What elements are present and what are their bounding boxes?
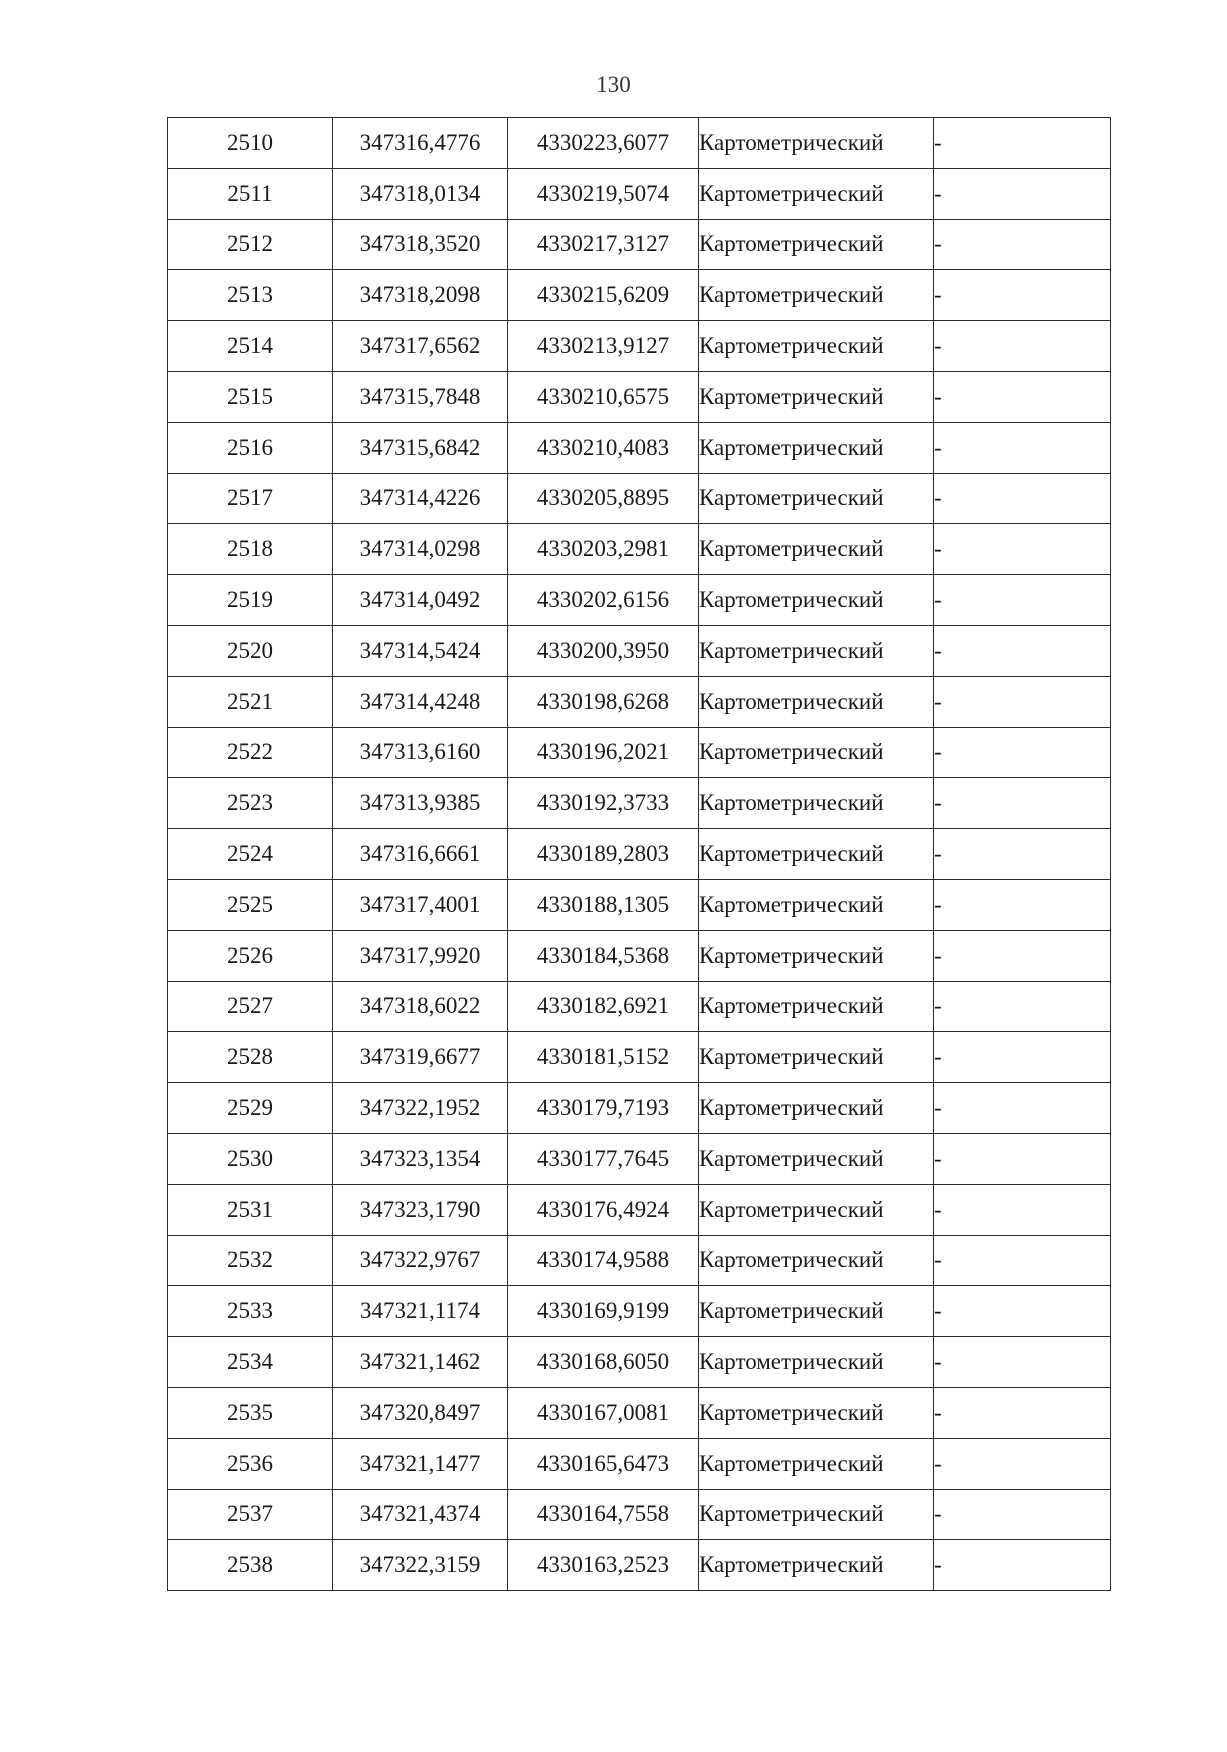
method-cell: Картометрический	[699, 1337, 934, 1388]
x-coordinate-cell: 347313,9385	[333, 778, 508, 829]
table-row	[168, 1184, 1111, 1235]
note-cell: -	[934, 1083, 1111, 1134]
point-number-cell: 2535	[168, 1387, 333, 1438]
table-row	[168, 371, 1111, 422]
x-coordinate-cell: 347321,4374	[333, 1489, 508, 1540]
point-number-cell: 2526	[168, 930, 333, 981]
note-cell: -	[934, 1489, 1111, 1540]
method-cell: Картометрический	[699, 625, 934, 676]
method-cell: Картометрический	[699, 321, 934, 372]
table-row	[168, 1083, 1111, 1134]
x-coordinate-cell: 347317,4001	[333, 879, 508, 930]
method-cell: Картометрический	[699, 1540, 934, 1591]
x-coordinate-cell: 347318,2098	[333, 270, 508, 321]
table-row	[168, 321, 1111, 372]
y-coordinate-cell: 4330169,9199	[508, 1286, 699, 1337]
y-coordinate-cell: 4330200,3950	[508, 625, 699, 676]
y-coordinate-cell: 4330164,7558	[508, 1489, 699, 1540]
x-coordinate-cell: 347314,5424	[333, 625, 508, 676]
point-number-cell: 2517	[168, 473, 333, 524]
point-number-cell: 2527	[168, 981, 333, 1032]
y-coordinate-cell: 4330213,9127	[508, 321, 699, 372]
y-coordinate-cell: 4330184,5368	[508, 930, 699, 981]
point-number-cell: 2515	[168, 371, 333, 422]
note-cell: -	[934, 930, 1111, 981]
y-coordinate-cell: 4330165,6473	[508, 1438, 699, 1489]
x-coordinate-cell: 347314,4226	[333, 473, 508, 524]
x-coordinate-cell: 347322,9767	[333, 1235, 508, 1286]
table-row	[168, 473, 1111, 524]
point-number-cell: 2531	[168, 1184, 333, 1235]
method-cell: Картометрический	[699, 219, 934, 270]
x-coordinate-cell: 347314,0492	[333, 575, 508, 626]
x-coordinate-cell: 347319,6677	[333, 1032, 508, 1083]
x-coordinate-cell: 347315,6842	[333, 422, 508, 473]
y-coordinate-cell: 4330181,5152	[508, 1032, 699, 1083]
y-coordinate-cell: 4330179,7193	[508, 1083, 699, 1134]
note-cell: -	[934, 625, 1111, 676]
point-number-cell: 2533	[168, 1286, 333, 1337]
table-row	[168, 1235, 1111, 1286]
point-number-cell: 2536	[168, 1438, 333, 1489]
x-coordinate-cell: 347313,6160	[333, 727, 508, 778]
x-coordinate-cell: 347318,0134	[333, 168, 508, 219]
table-row	[168, 118, 1111, 169]
table-row	[168, 829, 1111, 880]
y-coordinate-cell: 4330174,9588	[508, 1235, 699, 1286]
method-cell: Картометрический	[699, 1489, 934, 1540]
x-coordinate-cell: 347318,3520	[333, 219, 508, 270]
table-row	[168, 168, 1111, 219]
y-coordinate-cell: 4330188,1305	[508, 879, 699, 930]
x-coordinate-cell: 347314,4248	[333, 676, 508, 727]
note-cell: -	[934, 371, 1111, 422]
y-coordinate-cell: 4330198,6268	[508, 676, 699, 727]
point-number-cell: 2530	[168, 1133, 333, 1184]
y-coordinate-cell: 4330168,6050	[508, 1337, 699, 1388]
x-coordinate-cell: 347323,1354	[333, 1133, 508, 1184]
table-row	[168, 676, 1111, 727]
method-cell: Картометрический	[699, 1133, 934, 1184]
y-coordinate-cell: 4330210,4083	[508, 422, 699, 473]
point-number-cell: 2532	[168, 1235, 333, 1286]
x-coordinate-cell: 347315,7848	[333, 371, 508, 422]
y-coordinate-cell: 4330223,6077	[508, 118, 699, 169]
x-coordinate-cell: 347321,1174	[333, 1286, 508, 1337]
page-number: 130	[596, 72, 631, 97]
table-row	[168, 1489, 1111, 1540]
note-cell: -	[934, 270, 1111, 321]
table-row	[168, 1387, 1111, 1438]
method-cell: Картометрический	[699, 270, 934, 321]
y-coordinate-cell: 4330196,2021	[508, 727, 699, 778]
note-cell: -	[934, 778, 1111, 829]
method-cell: Картометрический	[699, 676, 934, 727]
method-cell: Картометрический	[699, 118, 934, 169]
y-coordinate-cell: 4330215,6209	[508, 270, 699, 321]
point-number-cell: 2521	[168, 676, 333, 727]
table-row	[168, 1032, 1111, 1083]
method-cell: Картометрический	[699, 1184, 934, 1235]
method-cell: Картометрический	[699, 829, 934, 880]
note-cell: -	[934, 524, 1111, 575]
note-cell: -	[934, 1438, 1111, 1489]
method-cell: Картометрический	[699, 1235, 934, 1286]
point-number-cell: 2518	[168, 524, 333, 575]
x-coordinate-cell: 347323,1790	[333, 1184, 508, 1235]
table-row	[168, 422, 1111, 473]
table-row	[168, 270, 1111, 321]
table-row	[168, 1133, 1111, 1184]
note-cell: -	[934, 727, 1111, 778]
note-cell: -	[934, 1337, 1111, 1388]
table-row	[168, 930, 1111, 981]
note-cell: -	[934, 321, 1111, 372]
note-cell: -	[934, 1032, 1111, 1083]
y-coordinate-cell: 4330219,5074	[508, 168, 699, 219]
coordinates-table-body	[168, 118, 1111, 1591]
y-coordinate-cell: 4330203,2981	[508, 524, 699, 575]
x-coordinate-cell: 347321,1477	[333, 1438, 508, 1489]
method-cell: Картометрический	[699, 930, 934, 981]
method-cell: Картометрический	[699, 879, 934, 930]
table-row	[168, 981, 1111, 1032]
note-cell: -	[934, 676, 1111, 727]
x-coordinate-cell: 347322,3159	[333, 1540, 508, 1591]
method-cell: Картометрический	[699, 778, 934, 829]
note-cell: -	[934, 1286, 1111, 1337]
table-row	[168, 1286, 1111, 1337]
method-cell: Картометрический	[699, 575, 934, 626]
point-number-cell: 2513	[168, 270, 333, 321]
table-row	[168, 575, 1111, 626]
table-row	[168, 219, 1111, 270]
table-row	[168, 879, 1111, 930]
point-number-cell: 2538	[168, 1540, 333, 1591]
table-row	[168, 1438, 1111, 1489]
method-cell: Картометрический	[699, 1286, 934, 1337]
note-cell: -	[934, 168, 1111, 219]
note-cell: -	[934, 1184, 1111, 1235]
note-cell: -	[934, 1387, 1111, 1438]
table-row	[168, 524, 1111, 575]
method-cell: Картометрический	[699, 1438, 934, 1489]
table-row	[168, 727, 1111, 778]
note-cell: -	[934, 118, 1111, 169]
method-cell: Картометрический	[699, 981, 934, 1032]
x-coordinate-cell: 347318,6022	[333, 981, 508, 1032]
x-coordinate-cell: 347317,9920	[333, 930, 508, 981]
point-number-cell: 2516	[168, 422, 333, 473]
y-coordinate-cell: 4330176,4924	[508, 1184, 699, 1235]
note-cell: -	[934, 422, 1111, 473]
point-number-cell: 2525	[168, 879, 333, 930]
y-coordinate-cell: 4330163,2523	[508, 1540, 699, 1591]
y-coordinate-cell: 4330167,0081	[508, 1387, 699, 1438]
point-number-cell: 2528	[168, 1032, 333, 1083]
method-cell: Картометрический	[699, 1032, 934, 1083]
point-number-cell: 2511	[168, 168, 333, 219]
y-coordinate-cell: 4330177,7645	[508, 1133, 699, 1184]
table-row	[168, 778, 1111, 829]
point-number-cell: 2520	[168, 625, 333, 676]
point-number-cell: 2534	[168, 1337, 333, 1388]
y-coordinate-cell: 4330202,6156	[508, 575, 699, 626]
y-coordinate-cell: 4330205,8895	[508, 473, 699, 524]
y-coordinate-cell: 4330182,6921	[508, 981, 699, 1032]
method-cell: Картометрический	[699, 727, 934, 778]
point-number-cell: 2514	[168, 321, 333, 372]
table-row	[168, 1337, 1111, 1388]
note-cell: -	[934, 879, 1111, 930]
x-coordinate-cell: 347316,4776	[333, 118, 508, 169]
x-coordinate-cell: 347320,8497	[333, 1387, 508, 1438]
method-cell: Картометрический	[699, 1083, 934, 1134]
y-coordinate-cell: 4330217,3127	[508, 219, 699, 270]
note-cell: -	[934, 219, 1111, 270]
y-coordinate-cell: 4330189,2803	[508, 829, 699, 880]
method-cell: Картометрический	[699, 422, 934, 473]
note-cell: -	[934, 575, 1111, 626]
y-coordinate-cell: 4330210,6575	[508, 371, 699, 422]
x-coordinate-cell: 347316,6661	[333, 829, 508, 880]
note-cell: -	[934, 981, 1111, 1032]
point-number-cell: 2524	[168, 829, 333, 880]
coordinates-table	[167, 117, 1111, 1591]
point-number-cell: 2510	[168, 118, 333, 169]
point-number-cell: 2522	[168, 727, 333, 778]
note-cell: -	[934, 1540, 1111, 1591]
x-coordinate-cell: 347317,6562	[333, 321, 508, 372]
point-number-cell: 2519	[168, 575, 333, 626]
point-number-cell: 2512	[168, 219, 333, 270]
method-cell: Картометрический	[699, 524, 934, 575]
point-number-cell: 2523	[168, 778, 333, 829]
method-cell: Картометрический	[699, 371, 934, 422]
method-cell: Картометрический	[699, 473, 934, 524]
x-coordinate-cell: 347322,1952	[333, 1083, 508, 1134]
y-coordinate-cell: 4330192,3733	[508, 778, 699, 829]
x-coordinate-cell: 347314,0298	[333, 524, 508, 575]
note-cell: -	[934, 1235, 1111, 1286]
table-row	[168, 625, 1111, 676]
point-number-cell: 2529	[168, 1083, 333, 1134]
note-cell: -	[934, 829, 1111, 880]
note-cell: -	[934, 473, 1111, 524]
method-cell: Картометрический	[699, 168, 934, 219]
point-number-cell: 2537	[168, 1489, 333, 1540]
table-row	[168, 1540, 1111, 1591]
method-cell: Картометрический	[699, 1387, 934, 1438]
x-coordinate-cell: 347321,1462	[333, 1337, 508, 1388]
note-cell: -	[934, 1133, 1111, 1184]
